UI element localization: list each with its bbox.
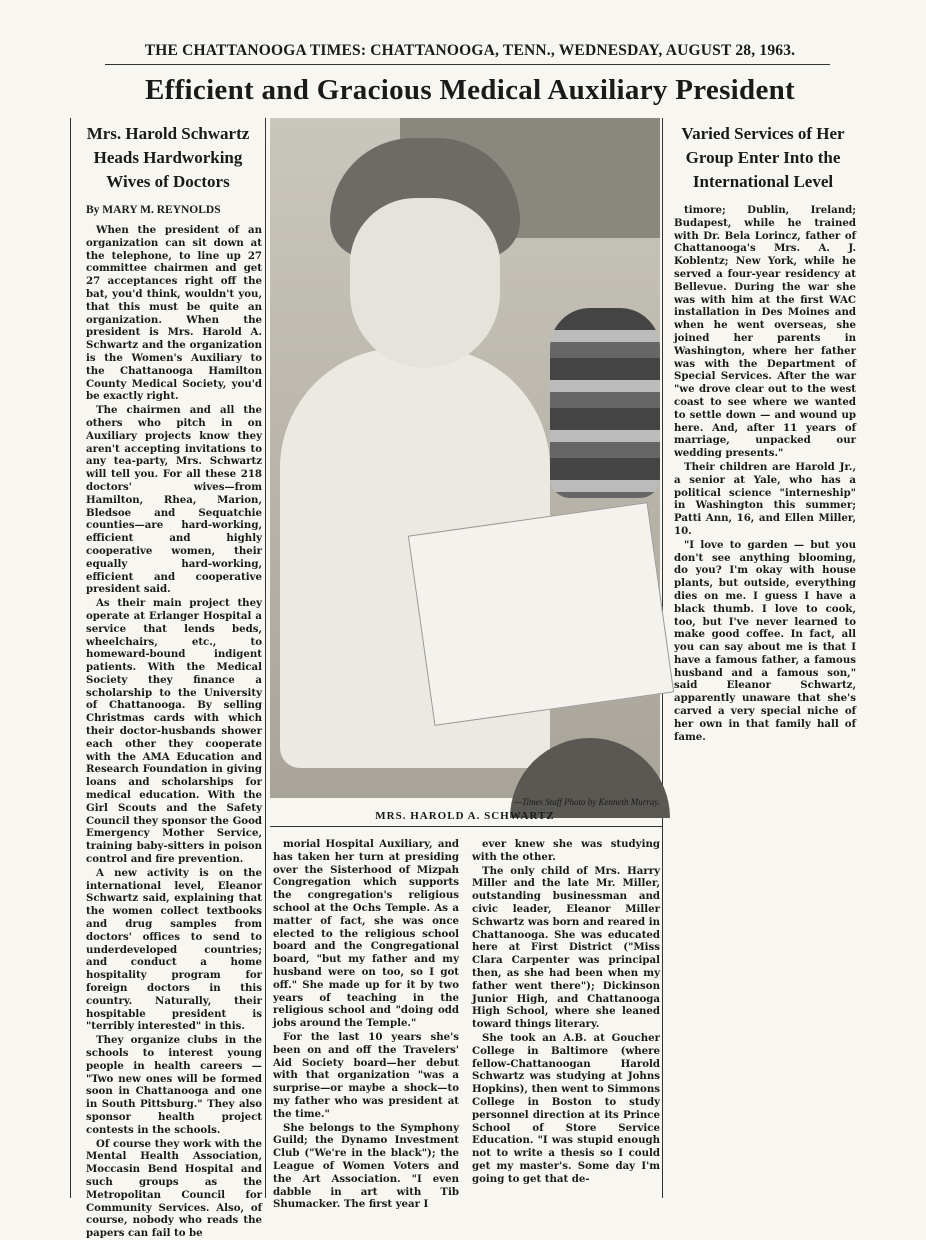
article-column-2 xyxy=(273,838,459,1211)
headline: Efficient and Gracious Medical Auxiliary President xyxy=(144,74,795,106)
right-subhead xyxy=(664,122,862,194)
left-subhead-line: Heads Hardworking xyxy=(93,148,243,167)
byline: By MARY M. REYNOLDS xyxy=(86,204,221,216)
paragraph: For the last 10 years she's been on and off the Travelers' Aid Society board—her debut with that organization "was a surprise—or maybe a shock—to my father who was president at the time." xyxy=(273,1030,459,1120)
left-subhead xyxy=(72,122,264,194)
paragraph: timore; Dublin, Ireland; Budapest, while he trained with Dr. Bela Lorincz, father of Chattanooga's Mrs. A. J. Koblentz; New York, while he served a four-year residency at Bellevue. During the war she was with him at the first WAC installation in Des Moines and when he went overseas, she joined her parents in Washington, where her father was with the Department of Special Services. After the war "we drove clear out to the west coast to see where we wanted to settle down — and wound up here. And, after 11 years of marriage, unpacked our wedding presents." xyxy=(674,204,856,460)
paragraph: The only child of Mrs. Harry Miller and the late Mr. Miller, outstanding businessman and civic leader, Eleanor Miller Schwartz was born and reared in Chattanooga. She was educated here at First District ("Miss Clara Carpenter was principal then, as she had been when my father went there"); Dickinson Junior High, and Chattanooga High School, where she leaned toward things literary. xyxy=(472,864,660,1031)
column-rule-left xyxy=(70,118,71,1198)
paragraph: When the president of an organization can sit down at the telephone, to line up 27 committee chairmen and get 27 acceptances right off the bat, you'd think, wouldn't you, that this must be quite an organization. When the president is Mrs. Harold A. Schwartz and the organization is the Women's Auxiliary to the Chattanooga Hamilton County Medical Society, you'd be exactly right. xyxy=(86,224,262,403)
paragraph: Of course they work with the Mental Health Association, Moccasin Bend Hospital and such groups as the Metropolitan Council for Community Services. Also, of course, nobody who reads the papers can fail to be xyxy=(86,1137,262,1240)
masthead: THE CHATTANOOGA TIMES: CHATTANOOGA, TENN., WEDNESDAY, AUGUST 28, 1963. xyxy=(144,42,796,59)
paragraph: The chairmen and all the others who pitch in on Auxiliary projects know they aren't accepting invitations to any tea-party, Mrs. Schwartz will tell you. For all these 218 doctors' wives—from Hamilton, Rhea, Marion, Bledsoe and Sequatchie counties—are hard-working, efficient and highly cooperative women, their equally hard-working, efficient and cooperative president said. xyxy=(86,404,262,596)
portrait-photo xyxy=(270,118,660,798)
paragraph: She took an A.B. at Goucher College in Baltimore (where fellow-Chattanoogan Harold Schwartz was studying at Johns Hopkins), then went to Simmons College in Boston to study personnel direction at its Prince School of Store Service Education. "I was stupid enough not to write a thesis so I could get my master's. Some day I'm going to get that de- xyxy=(472,1031,660,1185)
paragraph: A new activity is on the international level, Eleanor Schwartz said, explaining that the women collect textbooks and drug samples from doctors' offices to send to underdeveloped countries; and conduct a home hospitality program for foreign doctors in this country. Naturally, their hospitable president is "terribly interested" in this. xyxy=(86,866,262,1033)
masthead-rule xyxy=(105,64,830,65)
article-column-1 xyxy=(86,224,262,1240)
paragraph: "I love to garden — but you don't see anything blooming, do you? I'm okay with house plants, but outside, everything dies on me. I guess I have a black thumb. I love to cook, too, but I've never learned to make good coffee. In fact, all you can say about me is that I have a famous father, a famous husband and a famous son," said Eleanor Schwartz, apparently unaware that she's carved a very special niche of her own in that family hall of fame. xyxy=(674,538,856,743)
photo-figure-face xyxy=(350,198,500,368)
article-column-4 xyxy=(674,204,856,784)
paragraph: As their main project they operate at Erlanger Hospital a service that lends beds, wheelchairs, etc., to homeward-bound indigent patients. With the Medical Society they finance a scholarship to the University of Chattanooga. By selling Christmas cards with which their doctor-husbands shower each other they cooperate with the AMA Education and Research Foundation in giving loans and scholarships for medical education. With the Girl Scouts and the Safety Council they sponsor the Good Emergency Mother Service, training baby-sitters in poison control and fire prevention. xyxy=(86,597,262,866)
paragraph: ever knew she was studying with the other. xyxy=(472,838,660,863)
paragraph: Their children are Harold Jr., a senior at Yale, who has a political science "interneship" in Washington this summer; Patti Ann, 16, and Ellen Miller, 10. xyxy=(674,460,856,537)
right-subhead-line: Group Enter Into the xyxy=(685,148,841,167)
caption-rule xyxy=(270,826,662,827)
photo-book xyxy=(408,502,674,726)
photo-lamp xyxy=(550,308,660,498)
right-subhead-line: Varied Services of Her xyxy=(681,124,845,143)
photo-credit: —Times Staff Photo by Kenneth Murray. xyxy=(514,797,660,807)
column-rule-1 xyxy=(265,118,266,1198)
paragraph: morial Hospital Auxiliary, and has taken her turn at presiding over the Sisterhood of Mizpah Congregation which supports the congregation's religious school at the Ochs Temple. As a matter of fact, she was once elected to the religious school board and the Congregational board, "but my father and my husband were on too, so I got off." She made up for it by two years of teaching in the religious school and "doing odd jobs around the Temple." xyxy=(273,838,459,1030)
paragraph: They organize clubs in the schools to interest young people in health careers — "Two new ones will be formed soon in Chattanooga and one in South Pittsburg." They also sponsor health project contests in the schools. xyxy=(86,1034,262,1136)
right-subhead-line: International Level xyxy=(692,172,834,191)
left-subhead-line: Wives of Doctors xyxy=(106,172,230,191)
paragraph: She belongs to the Symphony Guild; the Dynamo Investment Club ("We're in the black"); the League of Women Voters and the Art Association. "I even dabble in art with Tib Shumacker. The first year I xyxy=(273,1121,459,1211)
article-column-3 xyxy=(472,838,660,1200)
left-subhead-line: Mrs. Harold Schwartz xyxy=(86,124,250,143)
photo-caption: MRS. HAROLD A. SCHWARTZ xyxy=(375,810,555,822)
